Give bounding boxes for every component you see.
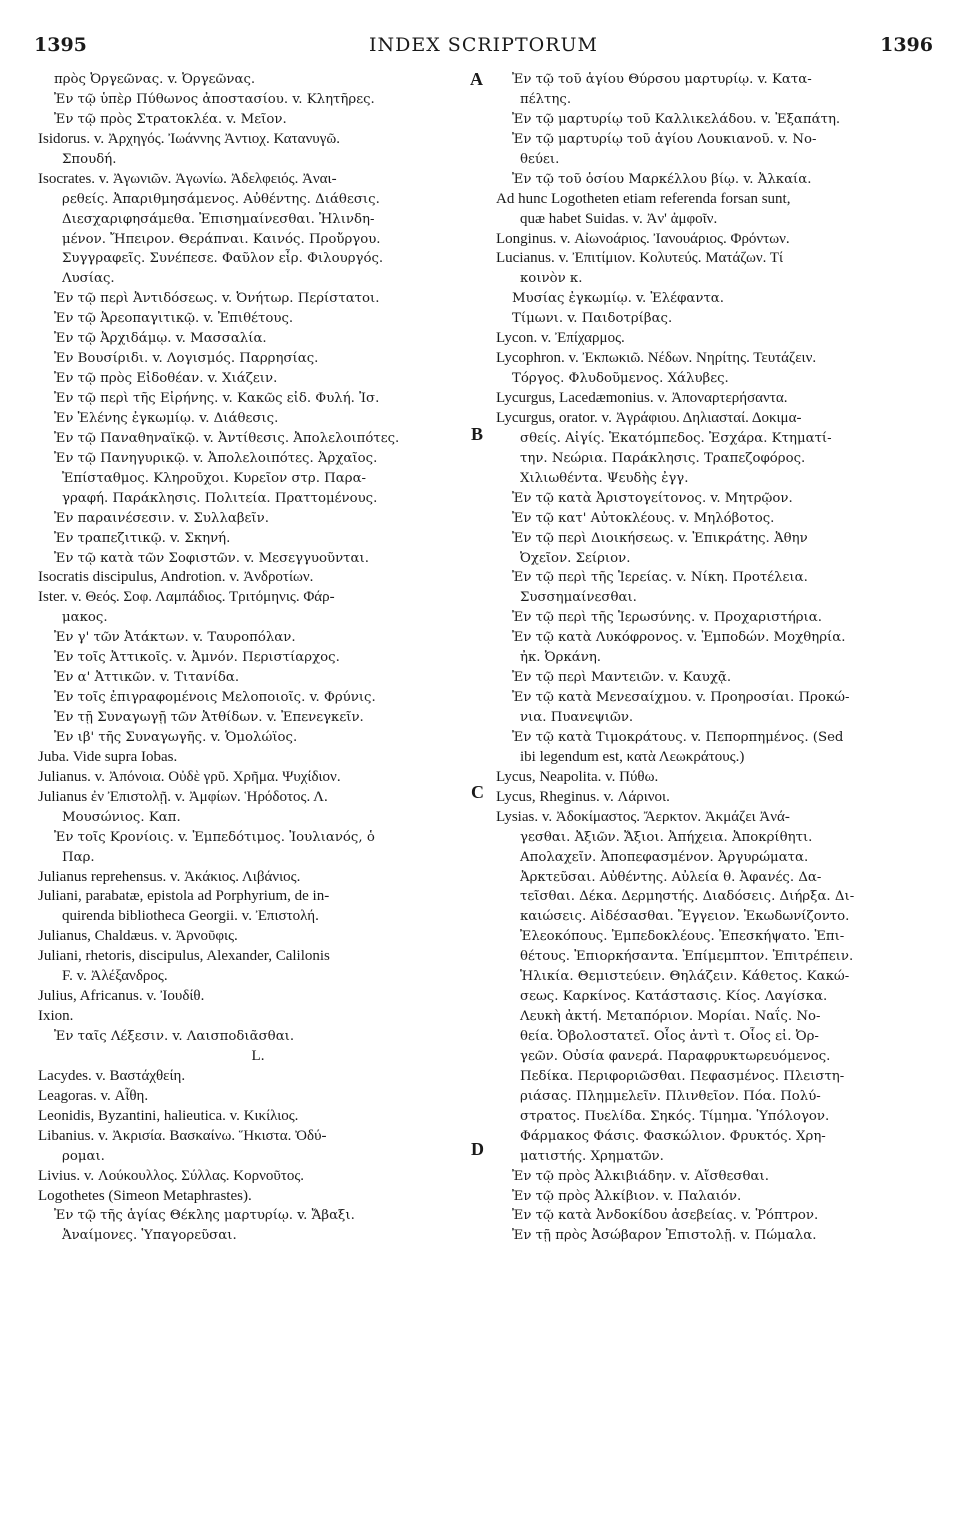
margin-mark-b: B [471, 424, 484, 444]
index-entry-line: Ἐν τῷ κατὰ Μενεσαίχμου. v. Προηροσίαι. Προκώ- [512, 690, 850, 706]
index-entry-line: Ἐν Ἑλένης ἐγκωμίῳ. v. Διάθεσις. [54, 410, 279, 426]
index-entry-line: Libanius. v. Ἀκρισία. Βασκαίνω. Ἥκιστα. Ὀδύ- [38, 1127, 327, 1144]
index-entry-line: ρομαι. [62, 1148, 105, 1164]
index-entry-line: Ad hunc Logotheten etiam referenda forsan sunt, [496, 190, 791, 207]
index-entry-line: Ἀρκτεῦσαι. Αὐθέντης. Αὐλεία θ. Ἀφανές. Δα- [520, 869, 822, 885]
index-entry-line: F. v. Ἀλέξανδρος. [62, 968, 168, 985]
index-entry-line: Λυσίας. [62, 271, 115, 287]
index-entry-line: Julianus ἐν Ἐπιστολῇ. v. Ἀμφίων. Ἡρόδοτος. Λ. [38, 788, 328, 805]
index-entry-line: Ἐν τῷ περὶ τῆς Εἰρήνης. v. Κακῶς εἰδ. Φυλή. Ἰσ. [54, 391, 380, 406]
index-entry-line: ρεθείς. Ἀπαριθμησάμενος. Αὐθέντης. Διάθεσις. [62, 191, 380, 207]
index-entry-line: Leagoras. v. Αἶθη. [38, 1087, 149, 1104]
index-entry-line: Ἐν τῷ πρὸς Ἀλκίβιον. v. Παλαιόν. [512, 1188, 742, 1204]
index-entry-line: Julius, Africanus. v. Ἰουδίθ. [38, 988, 205, 1005]
index-entry-line: Ἐν τῷ κατὰ Ἀνδοκίδου ἀσεβείας. v. Ῥόπτρον. [512, 1208, 819, 1224]
index-entry-line: Lacydes. v. Βαστάχθείη. [38, 1067, 186, 1084]
index-entry-line: Συγγραφεῖς. Συνέπεσε. Φαῦλον εἶρ. Φιλουργός. [62, 251, 384, 267]
index-entry-line: Lycus, Rheginus. v. Λάρινοι. [496, 788, 670, 805]
index-entry-line: Ἐν γ' τῶν Ἀτάκτων. v. Ταυροπόλαν. [54, 630, 296, 646]
index-entry-line: Ἐν τῷ Ἀρεοπαγιτικῷ. v. Ἐπιθέτους. [54, 311, 294, 327]
index-entry-line: Ister. v. Θεός. Σοφ. Λαμπάδιος. Τριτόμηνις. Φάρ- [38, 589, 335, 606]
index-entry-line: Lycurgus, Lacedæmonius. v. Ἀποναρτερήσαντα. [496, 390, 788, 406]
index-entry-line: μακος. [62, 610, 108, 626]
index-entry-line: θεύει. [520, 151, 560, 167]
index-entry-line: Ἐν ιβ' τῆς Συναγωγῆς. v. Ὁμολώϊος. [54, 729, 298, 745]
index-entry-line: Ἐν τοῖς Ἀττικοῖς. v. Ἀμνόν. Περιστίαρχος. [54, 650, 340, 666]
index-entry-line: Ἀναίμονες. Ὑπαγορεῦσαι. [62, 1228, 237, 1244]
index-entry-line: Ἐν τῷ περὶ τῆς Ἱερείας. v. Νίκη. Προτέλεια. [512, 570, 808, 586]
page-number-left: 1395 [34, 34, 87, 56]
left-index-column [38, 70, 478, 1246]
index-entry-line: Μουσώνιος. Καπ. [62, 809, 181, 825]
index-entry-line: Isidorus. v. Ἀρχηγός. Ἰωάννης Ἀντιοχ. Κατανυγῶ. [38, 130, 340, 147]
index-entry-line: Ἐν τῷ πρὸς Ἀλκιβιάδην. v. Αἴσθεσθαι. [512, 1168, 769, 1184]
index-entry-line: κοινὸν κ. [520, 271, 583, 287]
index-entry-line: Διεσχαριφησάμεθα. Ἐπισημαίνεσθαι. Ἠλινδη- [62, 211, 375, 227]
index-entry-line: Ἐλεοκόπους. Ἐμπεδοκλέους. Ἐπεσκήψατο. Ἐπι- [520, 929, 845, 945]
index-entry-line: Ἐν τοῖς ἐπιγραφομένοις Μελοποιοῖς. v. Φρύνις. [54, 690, 376, 706]
index-entry-line: Ixion. [38, 1008, 74, 1025]
index-entry-line: Juliani, rhetoris, discipulus, Alexander, Calilonis [38, 948, 330, 965]
index-entry-line: Ἐν τῷ Πανηγυρικῷ. v. Ἀπολελοιπότες. Ἀρχαῖος. [54, 450, 378, 466]
index-entry-line: Isocrates. v. Ἀγωνιῶν. Ἀγωνίω. Ἀδελφειός. Ἀναι- [38, 170, 337, 187]
index-entry-line: Lysias. v. Ἀδοκίμαστος. Ἄερκτον. Ἀκμάζει Ἀνά- [496, 808, 790, 825]
margin-mark-c: C [471, 782, 484, 802]
index-entry-line: Livius. v. Λούκουλλος. Σύλλας. Κορνοῦτος. [38, 1167, 305, 1184]
index-entry-line: γεῶν. Οὐσία φανερά. Παραφρυκτωρευόμενος. [520, 1048, 831, 1064]
index-entry-line: Logothetes (Simeon Metaphrastes). [38, 1187, 252, 1204]
index-entry-line: Απολαχεῖν. Ἀποπεφασμένον. Ἀργυρώματα. [520, 849, 809, 865]
index-entry-line: γραφή. Παράκλησις. Πολιτεία. Πραττομένους. [62, 490, 378, 506]
page-number-right: 1396 [880, 34, 933, 56]
index-entry-line: Ἐν α' Ἀττικῶν. v. Τιτανίδα. [54, 670, 240, 686]
index-entry-line: Ἐν τῷ κατὰ Λυκόφρονος. v. Ἐμποδών. Μοχθηρία. [512, 630, 846, 646]
index-entry-line: Isocratis discipulus, Androtion. v. Ἀνδροτίων. [38, 569, 314, 586]
index-entry-line: Ἐν τῷ κατὰ Τιμοκράτους. v. Πεπορπημένος. (Sed [512, 729, 844, 745]
index-entry-line: ἠκ. Ὀρκάνη. [520, 650, 602, 666]
index-entry-line: την. Νεώρια. Παράκλησις. Τραπεζοφόρος. [520, 450, 806, 466]
index-entry-line: Ἐν τῷ κατ' Αὐτοκλέους. v. Μηλόβοτος. [512, 510, 775, 526]
index-entry-line: Ἐν τῷ πρὸς Εἰδοθέαν. v. Χιάζειν. [54, 371, 278, 387]
index-entry-line: Ἐν τῷ κατὰ Ἀριστογείτονος. v. Μητρῷον. [512, 490, 793, 506]
index-entry-line: Ἐν Βουσίριδι. v. Λογισμός. Παρρησίας. [54, 351, 319, 367]
index-entry-line: Longinus. v. Αἰωνοάριος. Ἰανουάριος. Φρόντων. [496, 230, 790, 247]
index-entry-line: Ἐν τῷ Παναθηναϊκῷ. v. Ἀντίθεσις. Ἀπολελοιπότες. [54, 430, 400, 446]
index-entry-line: πέλτης. [520, 91, 572, 107]
margin-mark-d: D [471, 1139, 484, 1159]
index-entry-line: Ἐν τῷ περὶ Διοικήσεως. v. Ἐπικράτης. Ἀθην [512, 530, 808, 546]
index-entry-line: Ἐν τῇ Συναγωγῇ τῶν Ἀτθίδων. v. Ἐπενεγκεῖν. [54, 710, 364, 725]
index-entry-line: Ἐν τῇ πρὸς Ἀσώβαρον Ἐπιστολῇ. v. Πώμαλα. [512, 1228, 817, 1244]
index-entry-line: ibi legendum est, κατὰ Λεωκράτους.) [520, 748, 745, 765]
index-entry-line: ματιστής. Χρηματῶν. [520, 1148, 664, 1164]
index-entry-line: Τίμωνι. v. Παιδοτρίβας. [512, 311, 673, 327]
index-entry-line: Ἐν τῷ Ἀρχιδάμῳ. v. Μασσαλία. [54, 331, 267, 347]
running-title: INDEX SCRIPTORUM [369, 34, 598, 56]
index-entry-line: Μυσίας ἐγκωμίῳ. v. Ἐλέφαντα. [512, 291, 725, 307]
index-entry-line: Ἐν τῷ κατὰ τῶν Σοφιστῶν. v. Μεσεγγυοῦνται. [54, 550, 369, 566]
index-entry-line: τεῖσθαι. Δέκα. Δερμηστής. Διαδόσεις. Διήρξα. Δι- [520, 889, 855, 905]
index-entry-line: νια. Πυανεψιῶν. [520, 710, 634, 725]
index-entry-line: Lycurgus, orator. v. Ἀγράφιου. Δηλιασταί. Δοκιμα- [496, 409, 802, 426]
index-entry-line: Ἐν τῷ τοῦ ἁγίου Θύρσου μαρτυρίῳ. v. Κατα- [512, 72, 812, 87]
index-entry-line: σεως. Καρκίνος. Κατάστασις. Κίος. Λαγίσκα. [520, 989, 828, 1005]
index-entry-line: πρὸς Ὀργεῶνας. v. Ὀργεῶνας. [54, 72, 256, 87]
index-entry-line: Lycon. v. Ἐπίχαρμος. [496, 330, 625, 347]
index-entry-line: Ἐν τῷ μαρτυρίῳ τοῦ ἁγίου Λουκιανοῦ. v. Νο- [512, 131, 817, 147]
index-entry-line: Julianus. v. Ἀπόνοια. Οὐδὲ γρῦ. Χρῆμα. Ψυχίδιον. [38, 768, 341, 785]
index-entry-line: Τόργος. Φλυδοῦμενος. Χάλυβες. [512, 371, 729, 387]
index-entry-line: σθείς. Αἰγίς. Ἑκατόμπεδος. Ἐσχάρα. Κτηματί- [520, 430, 832, 446]
index-entry-line: Πεδίκα. Περιφοριῶσθαι. Πεφασμένος. Πλειστη- [520, 1068, 845, 1084]
index-entry-line: Σπουδή. [62, 151, 117, 167]
index-entry-line: Ἐν τῷ ὑπὲρ Πύθωνος ἀποστασίου. v. Κλητῆρες. [54, 91, 375, 107]
index-entry-line: Ὀχεῖον. Σείριον. [520, 550, 631, 566]
index-entry-line: Juliani, parabatæ, epistola ad Porphyrium, de in- [38, 888, 330, 905]
index-entry-line: Ἐν τῷ περὶ Ἀντιδόσεως. v. Ὀνήτωρ. Περίστατοι. [54, 291, 380, 307]
index-entry-line: Julianus, Chaldæus. v. Ἀρνοῦφις. [38, 928, 238, 945]
right-index-column [496, 70, 930, 1246]
index-entry-line: θεία. Ὀβολοστατεῖ. Οἷος ἀντὶ τ. Οἷος εἰ. Ὀρ- [520, 1029, 819, 1044]
index-entry-line: Julianus reprehensus. v. Ἀκάκιος. Λιβάνιος. [38, 868, 301, 885]
index-entry-line: Ἐν τῷ μαρτυρίῳ τοῦ Καλλικελάδου. v. Ἐξαπάτη. [512, 111, 841, 127]
index-entry-line: Ἐν τῷ περὶ τῆς Ἱερωσύνης. v. Προχαριστήρια. [512, 610, 822, 626]
index-entry-line: Ἐπίσταθμος. Κληροῦχοι. Κυρεῖον στρ. Παρα- [62, 470, 367, 486]
index-entry-line: Ἐν τῷ τῆς ἁγίας Θέκλης μαρτυρίῳ. v. Ἄβαξι. [54, 1208, 355, 1224]
index-entry-line: Ἐν τῷ τοῦ ὁσίου Μαρκέλλου βίῳ. v. Ἀλκαία. [512, 171, 812, 187]
index-entry-line: Juba. Vide supra Iobas. [38, 748, 178, 765]
index-entry-line: μένον. Ἤπειρον. Θεράπναι. Καινός. Προὔργου. [62, 231, 381, 247]
index-entry-line: Παρ. [62, 849, 95, 865]
index-entry-line: Ἐν τῷ περὶ Μαντειῶν. v. Καυχᾷ. [512, 670, 732, 686]
index-entry-line: quirenda bibliotheca Georgii. v. Ἐπιστολή. [62, 908, 319, 925]
index-entry-line: θέτους. Ἐπιορκήσαντα. Ἐπίμεμπτον. Ἐπιτρέπειν. [520, 949, 854, 965]
index-entry-line: Χιλιωθέντα. Ψευδὴς ἐγγ. [520, 470, 689, 486]
index-entry-line: Φάρμακος Φάσις. Φασκώλιον. Φρυκτός. Χρη- [520, 1128, 826, 1144]
index-entry-line: Ἐν τοῖς Κρονίοις. v. Ἐμπεδότιμος. Ἰουλιανός, ὁ [54, 829, 375, 845]
index-entry-line: ριάσας. Πλημμελεῖν. Πλινθεῖον. Πόα. Πολύ- [520, 1088, 821, 1104]
margin-mark-a: A [470, 69, 483, 89]
index-entry-line: Lucianus. v. Ἐπιτίμιον. Κολυτεύς. Ματάζων. Τί [496, 250, 784, 267]
index-entry-line: καιώσεις. Αἰδέσασθαι. Ἔγγειον. Ἐκωδωνίζοντο. [520, 909, 850, 925]
index-entry-line: Leonidis, Byzantini, halieutica. v. Κικίλιος. [38, 1107, 299, 1124]
index-entry-line: Lycophron. v. Ἐκπωκιῶ. Νέδων. Νηρίτης. Τευτάζειν. [496, 350, 817, 367]
index-entry-line: quæ habet Suidas. v. Ἀν' ἀμφοῖν. [520, 210, 718, 227]
index-entry-line: γεσθαι. Ἀξιῶν. Ἄξιοι. Ἀπήχεια. Ἀποκρίθητι. [520, 829, 813, 845]
index-entry-line: Lycus, Neapolita. v. Πύθω. [496, 768, 659, 785]
page-header [34, 34, 933, 62]
index-entry-line: Ἐν παραινέσεσιν. v. Συλλαβεῖν. [54, 510, 269, 526]
index-entry-line: Συσσημαίνεσθαι. [520, 590, 637, 606]
index-entry-line: Ἐν ταῖς Λέξεσιν. v. Λαισποδιᾶσθαι. [54, 1029, 295, 1044]
index-entry-line: L. [251, 1047, 265, 1064]
index-entry-line: Ἐν τῷ πρὸς Στρατοκλέα. v. Μεῖον. [54, 111, 287, 127]
index-entry-line: Ἡλικία. Θεμιστεύειν. Θηλάζειν. Κάθετος. Κακώ- [520, 969, 850, 985]
index-entry-line: Λευκὴ ἀκτή. Μεταπόριον. Μορίαι. Ναΐς. Νο- [520, 1009, 821, 1025]
index-entry-line: Ἐν τραπεζιτικῷ. v. Σκηνή. [54, 530, 231, 546]
index-entry-line: στρατος. Πυελίδα. Σηκός. Τίμημα. Ὑπόλογον. [520, 1108, 830, 1124]
